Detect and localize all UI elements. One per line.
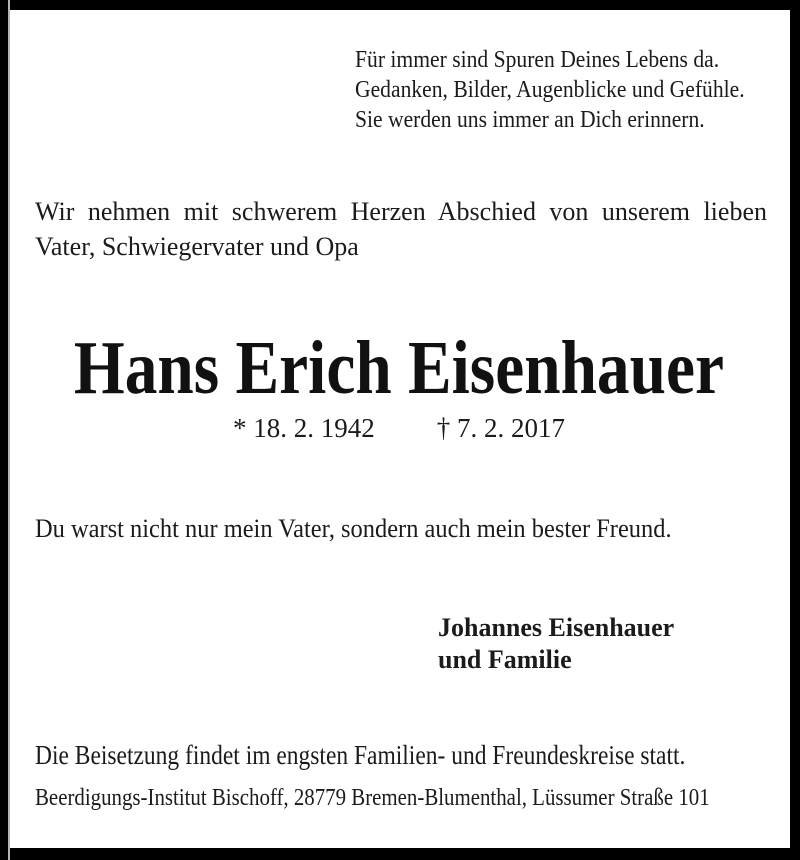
funeral-notice-line: Die Beisetzung findet im engsten Familien- und Freundeskreise statt. xyxy=(35,740,686,770)
mourners-block xyxy=(438,612,674,676)
death-cross-icon: † xyxy=(436,413,451,443)
intro-line-1: Wir nehmen mit schwerem Herzen Abschied von unserem lieben xyxy=(35,197,767,226)
mourner-name: Johannes Eisenhauer xyxy=(438,613,675,642)
scan-frame-left xyxy=(0,0,8,860)
memorial-verse-line: Für immer sind Spuren Deines Lebens da. xyxy=(355,47,720,73)
memorial-verse-line: Gedanken, Bilder, Augenblicke und Gefühle. xyxy=(355,77,745,103)
death-date: † 7. 2. 2017 xyxy=(436,413,565,443)
scan-frame-bottom xyxy=(0,848,800,860)
intro-line-2: Vater, Schwiegervater und Opa xyxy=(35,232,359,261)
funeral-home-line: Beerdigungs-Institut Bischoff, 28779 Bremen-Blumenthal, Lüssumer Straße 101 xyxy=(35,785,710,811)
tribute-line: Du warst nicht nur mein Vater, sondern auch mein bester Freund. xyxy=(35,514,672,543)
memorial-verse xyxy=(355,45,788,135)
memorial-verse-line: Sie werden uns immer an Dich erinnern. xyxy=(355,107,705,133)
life-dates xyxy=(8,410,790,446)
mourner-family: und Familie xyxy=(438,645,572,674)
scan-frame-top xyxy=(0,0,800,10)
intro-paragraph xyxy=(35,194,767,264)
birth-star-icon: * xyxy=(233,413,247,443)
deceased-name: Hans Erich Eisenhauer xyxy=(73,326,725,410)
scan-frame-right xyxy=(790,0,800,860)
birth-date: * 18. 2. 1942 xyxy=(233,413,375,443)
